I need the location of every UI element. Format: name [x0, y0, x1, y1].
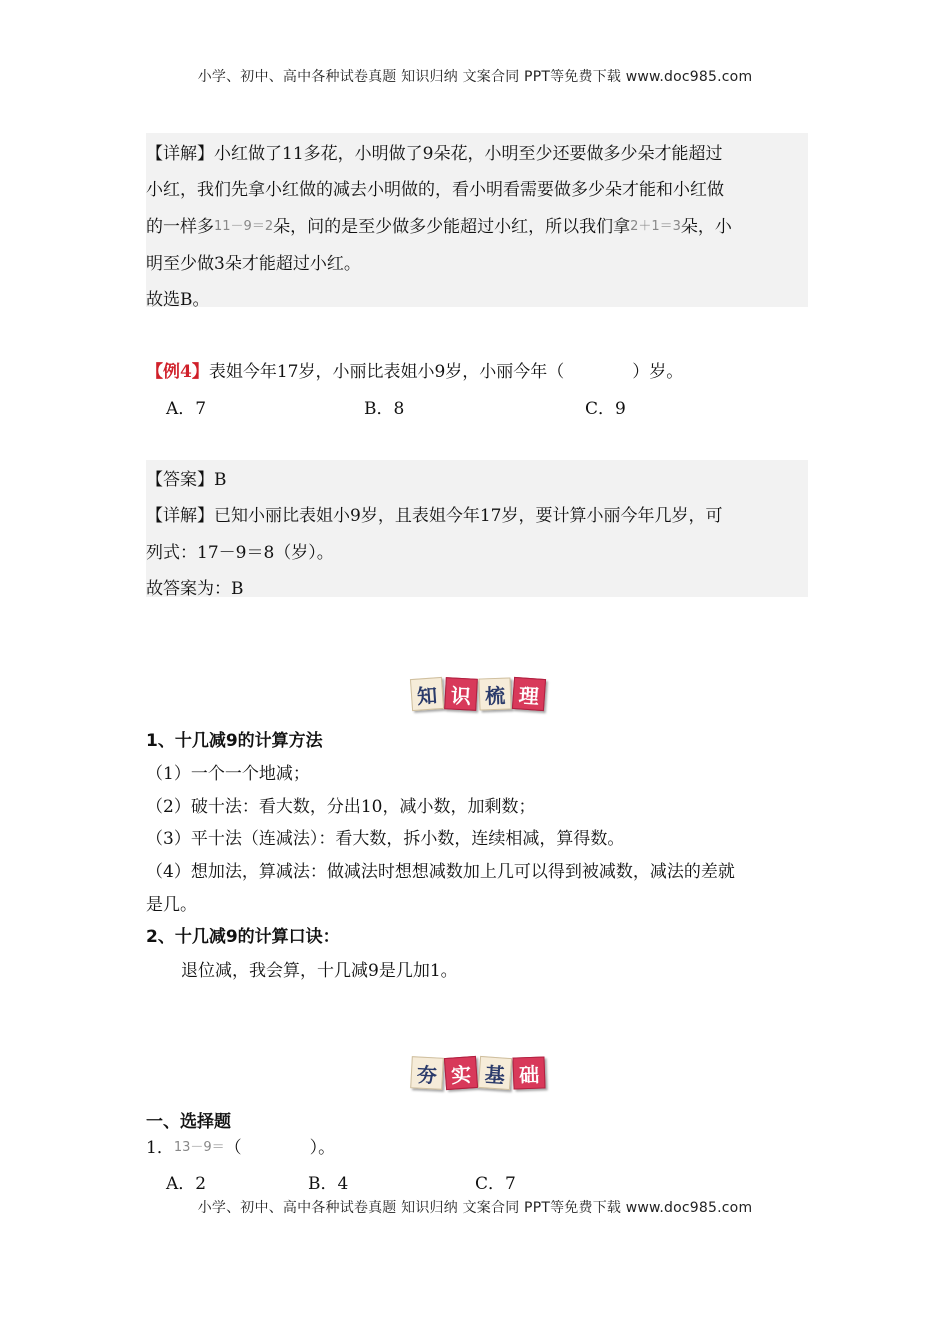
method-item: （2）破十法：看大数，分出10，减小数，加剩数；: [146, 797, 536, 817]
answer-box: [146, 460, 808, 597]
question-1: [146, 1133, 335, 1158]
text-fragment: 朵，小: [680, 217, 732, 237]
banner-tile: 识: [444, 677, 478, 711]
knowledge-summary-banner: [411, 678, 545, 710]
option-b: B．4: [308, 1174, 349, 1194]
answer-line: 【答案】B: [146, 470, 227, 490]
option-c: C．7: [475, 1174, 516, 1194]
banner-tile: 理: [512, 677, 546, 711]
explanation-line: 【详解】小红做了11多花，小明做了9朵花，小明至少还要做多少朵才能超过: [146, 144, 723, 164]
section-heading-rhyme: 2、十几减9的计算口诀：: [146, 927, 340, 947]
option-b: B．8: [364, 399, 405, 419]
explanation-line: 【详解】已知小丽比表姐小9岁，且表姐今年17岁，要计算小丽今年几岁，可: [146, 506, 723, 526]
method-item: （1）一个一个地减；: [146, 764, 310, 784]
banner-tile: 实: [444, 1056, 478, 1090]
banner-tile: 梳: [478, 677, 511, 710]
section-heading-method: 1、十几减9的计算方法: [146, 731, 323, 751]
question-text: 表姐今年17岁，小丽比表姐小9岁，小丽今年（ ）岁。: [208, 362, 684, 382]
conclusion-line: 故选B。: [146, 290, 210, 310]
explanation-line: 明至少做3朵才能超过小红。: [146, 254, 361, 274]
explanation-line: [146, 212, 732, 237]
math-expression: 11－9＝2: [214, 219, 274, 234]
math-expression: 13－9＝: [173, 1140, 225, 1155]
math-expression: 2＋1＝3: [630, 219, 681, 234]
example-tag: 【例4】: [146, 362, 209, 382]
conclusion-line: 故答案为：B: [146, 579, 244, 599]
page-footer: 小学、初中、高中各种试卷真题 知识归纳 文案合同 PPT等免费下载 www.doc985.com: [197, 1200, 753, 1216]
text-fragment: 朵，问的是至少做多少能超过小红，所以我们拿: [273, 217, 631, 237]
banner-tile: 础: [512, 1056, 545, 1089]
explanation-box-1: [146, 133, 808, 310]
foundation-banner: [411, 1057, 545, 1089]
exercise-section-heading: 一、选择题: [146, 1112, 231, 1132]
method-item: （3）平十法（连减法）：看大数，拆小数，连续相减，算得数。: [146, 829, 625, 849]
banner-tile: 知: [410, 677, 444, 711]
text-fragment: 的一样多: [146, 217, 214, 237]
rhyme-text: 退位减，我会算，十几减9是几加1。: [181, 961, 458, 981]
page-header: 小学、初中、高中各种试卷真题 知识归纳 文案合同 PPT等免费下载 www.doc985.com: [197, 69, 753, 85]
method-item-continued: 是几。: [146, 895, 197, 915]
explanation-line: 列式：17－9＝8（岁）。: [146, 543, 334, 563]
option-a: A．2: [166, 1174, 207, 1194]
question-number: 1．: [146, 1138, 174, 1158]
banner-tile: 基: [478, 1056, 512, 1090]
example-4-question: [146, 357, 683, 382]
explanation-line: 小红，我们先拿小红做的减去小明做的，看小明看需要做多少朵才能和小红做: [146, 180, 724, 200]
option-a: A．7: [166, 399, 207, 419]
question-text: （ ）。: [224, 1138, 336, 1158]
banner-tile: 夯: [410, 1056, 444, 1090]
option-c: C．9: [585, 399, 626, 419]
method-item: （4）想加法，算减法：做减法时想想减数加上几可以得到被减数，减法的差就: [146, 862, 735, 882]
